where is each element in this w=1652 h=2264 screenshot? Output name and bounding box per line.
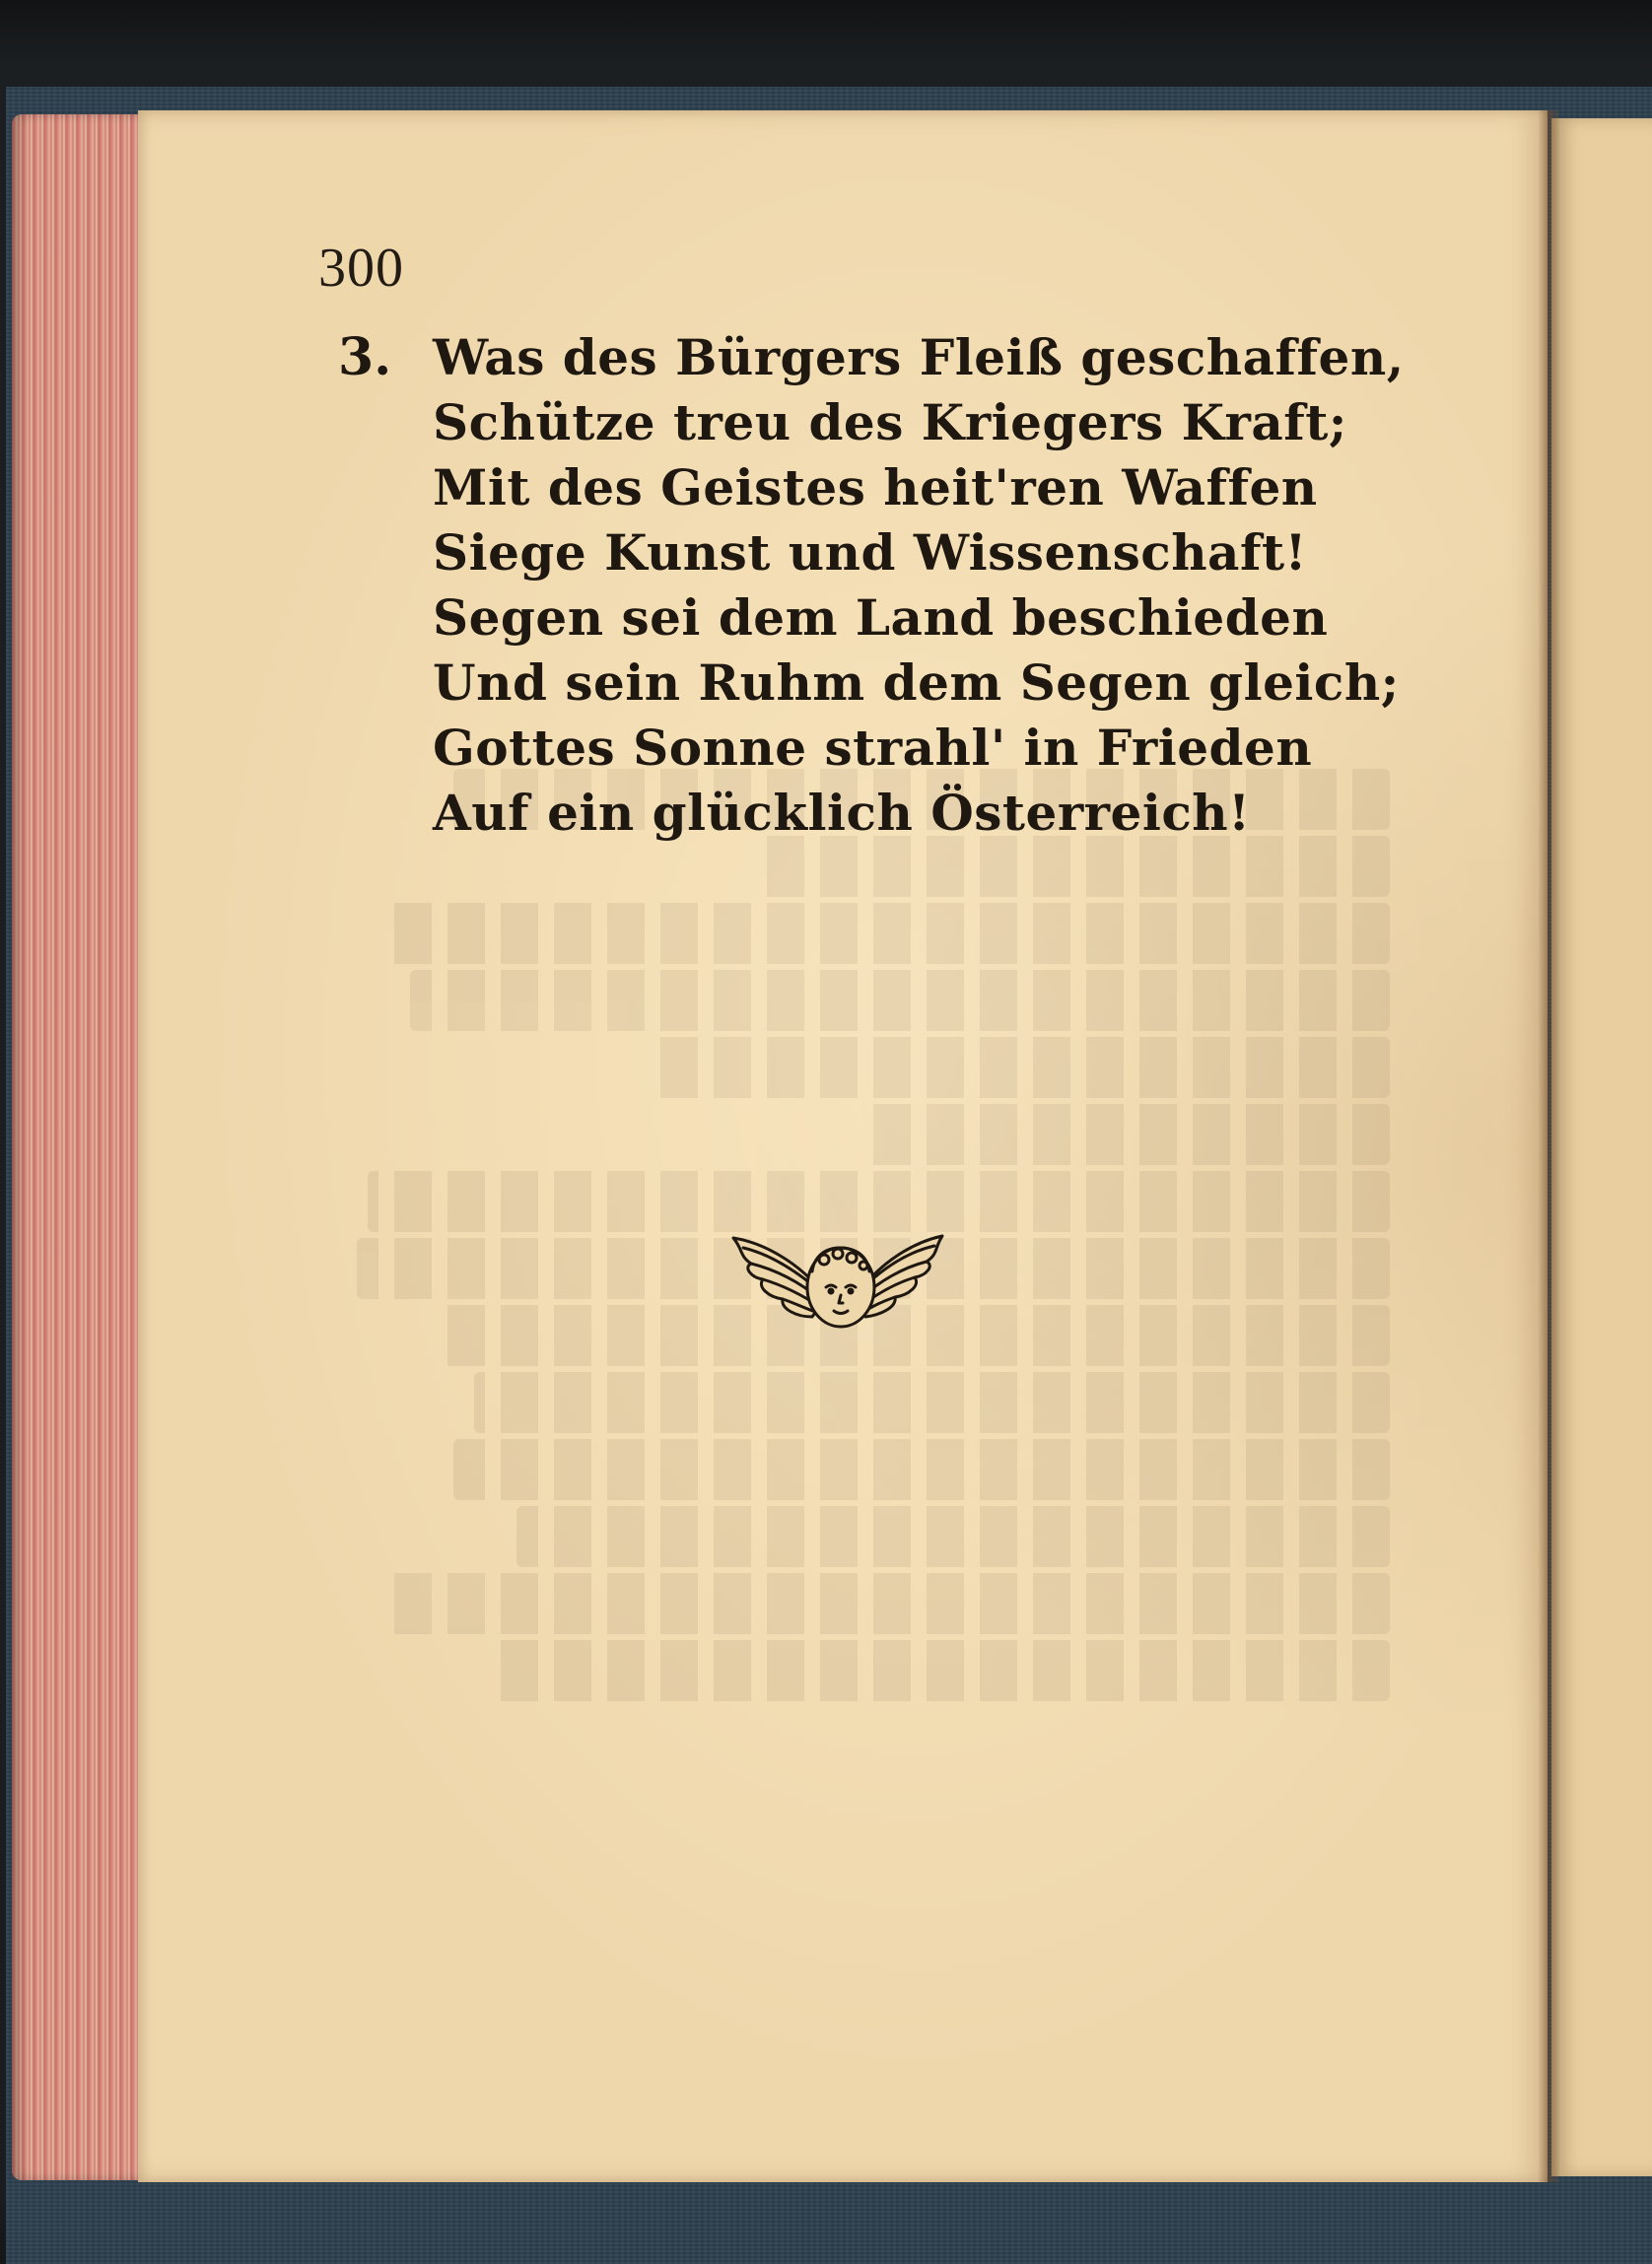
verse-line: Auf ein glücklich Österreich! — [433, 784, 1251, 842]
page-number: 300 — [318, 238, 404, 299]
verse-line: Was des Bürgers Fleiß geschaffen, — [433, 328, 1405, 386]
verse-line: Segen sei dem Land beschieden — [433, 588, 1329, 647]
verse-line: Gottes Sonne strahl' in Frieden — [433, 719, 1313, 777]
verse-line: Siege Kunst und Wissenschaft! — [433, 523, 1308, 582]
verse-lines — [433, 325, 1405, 846]
verse-line: Und sein Ruhm dem Segen gleich; — [433, 653, 1400, 712]
verse-number: 3. — [338, 327, 392, 387]
facing-page-edge — [1551, 118, 1652, 2176]
book-gutter — [1538, 110, 1559, 2182]
book-page-edges — [12, 114, 148, 2180]
cherub-with-wings-icon — [729, 1220, 946, 1348]
verse-line: Mit des Geistes heit'ren Waffen — [433, 458, 1318, 516]
verse-line: Schütze treu des Kriegers Kraft; — [433, 393, 1347, 451]
